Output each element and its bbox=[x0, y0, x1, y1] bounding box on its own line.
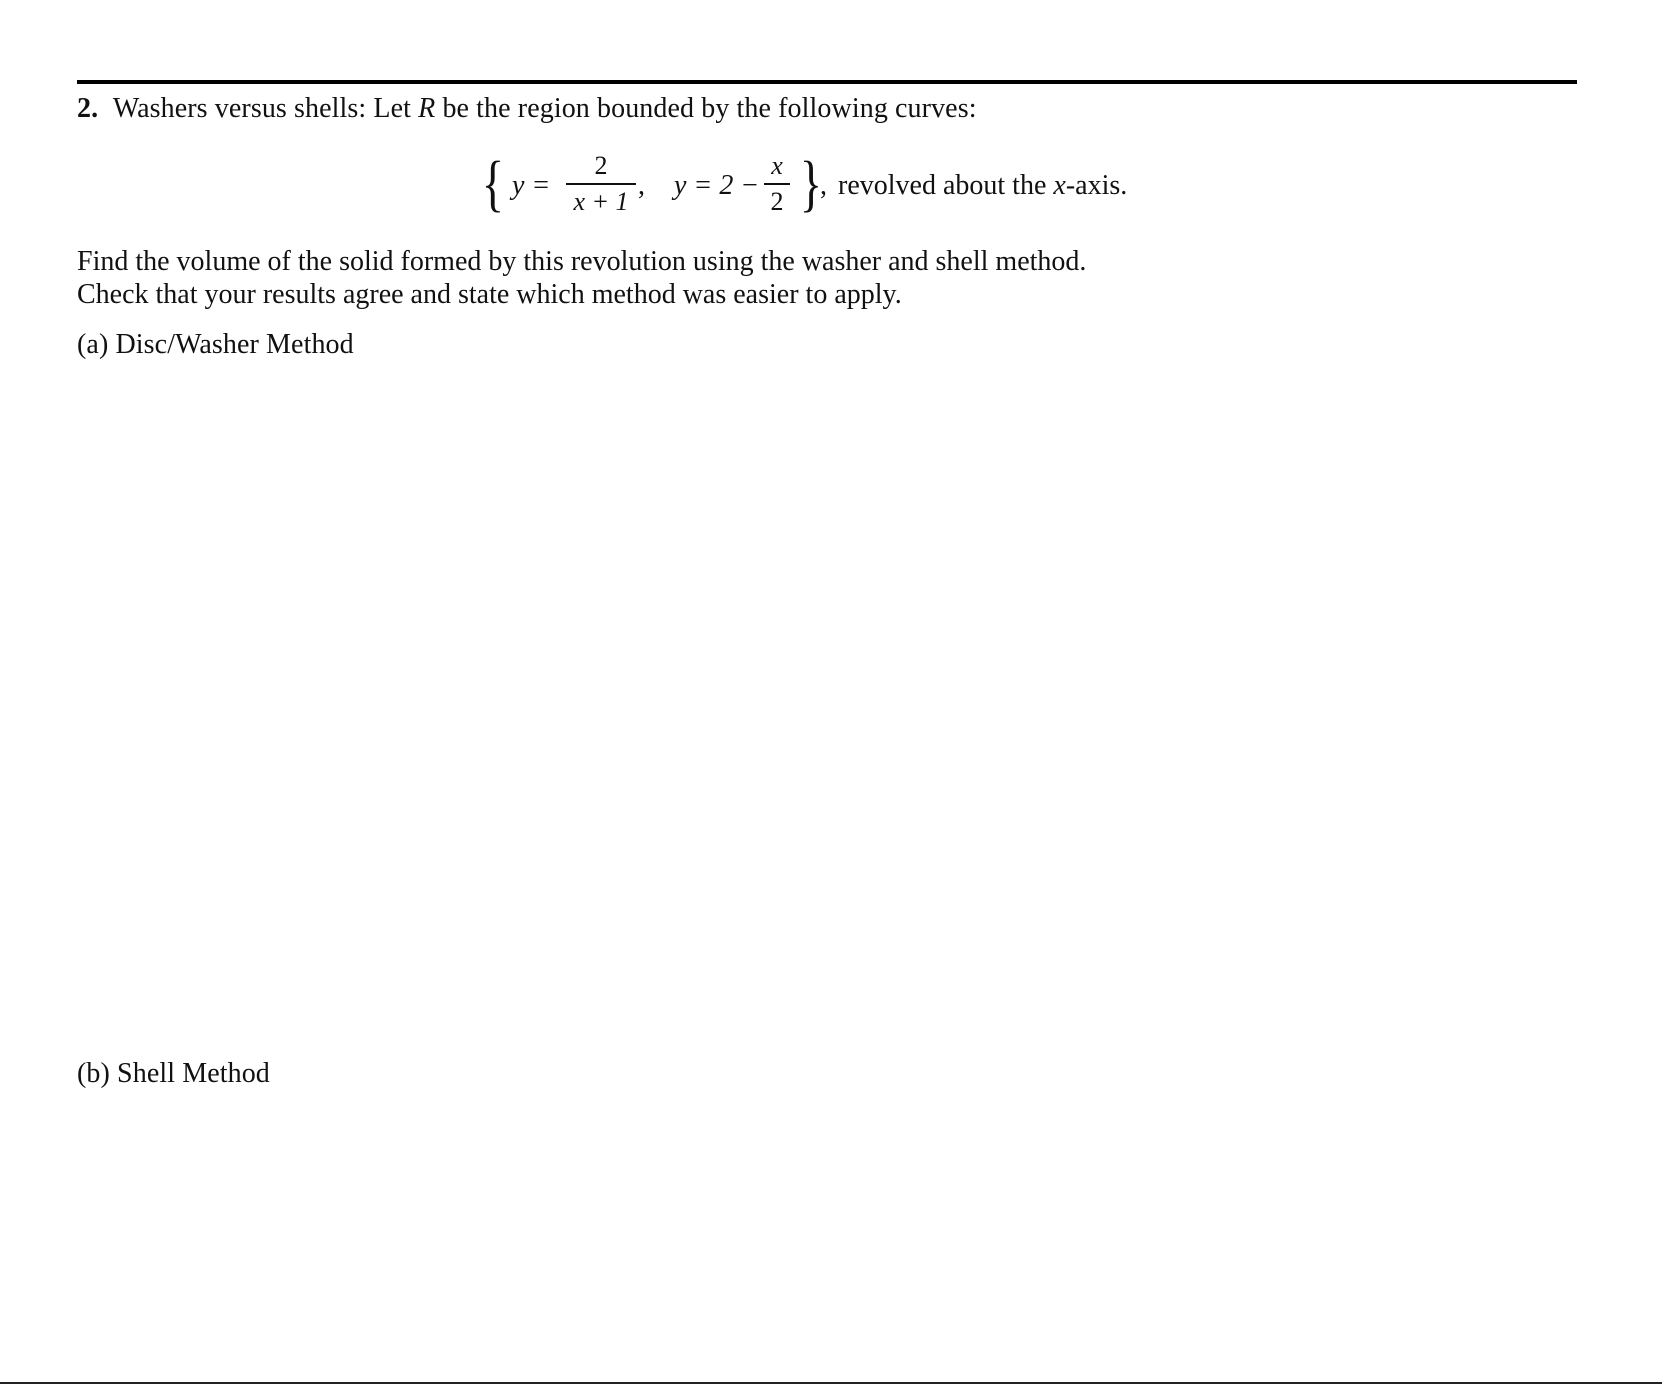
problem-heading bbox=[77, 92, 977, 125]
instructions bbox=[77, 245, 1086, 311]
region-variable: R bbox=[418, 93, 436, 124]
heading-text-before: Washers versus shells: Let bbox=[112, 93, 411, 124]
curve2-numerator: x bbox=[771, 151, 783, 180]
curves-equation bbox=[478, 150, 1198, 230]
curve1-lhs: y = bbox=[512, 170, 551, 201]
top-rule bbox=[77, 80, 1577, 84]
curve-separator-comma: , bbox=[638, 170, 645, 201]
curve1-fraction bbox=[566, 152, 636, 216]
part-b-label: (b) Shell Method bbox=[77, 1058, 270, 1089]
trailing-comma: , bbox=[820, 170, 827, 201]
part-a-label: (a) Disc/Washer Method bbox=[77, 329, 354, 360]
curve2-denominator: 2 bbox=[770, 187, 784, 216]
instruction-line-1: Find the volume of the solid formed by this revolution using the washer and shell method. bbox=[77, 246, 1087, 277]
curve2-lhs: y = 2 − bbox=[674, 170, 760, 201]
curve1-fraction-bar bbox=[566, 183, 636, 185]
right-brace: } bbox=[799, 150, 823, 218]
left-brace: { bbox=[481, 150, 505, 218]
heading-text-after: be the region bounded by the following curves: bbox=[442, 93, 977, 124]
revolution-text-after: -axis. bbox=[1065, 170, 1128, 201]
instruction-line-2: Check that your results agree and state which method was easier to apply. bbox=[77, 279, 902, 310]
axis-variable: x bbox=[1053, 170, 1066, 201]
curve2-fraction-bar bbox=[764, 183, 790, 185]
revolution-axis-text bbox=[838, 170, 1127, 202]
revolution-text-before: revolved about the bbox=[838, 170, 1047, 201]
problem-number: 2. bbox=[77, 93, 99, 124]
curve1-denominator: x + 1 bbox=[573, 187, 629, 216]
curve2-fraction bbox=[764, 152, 790, 216]
curve1-numerator: 2 bbox=[594, 151, 608, 180]
